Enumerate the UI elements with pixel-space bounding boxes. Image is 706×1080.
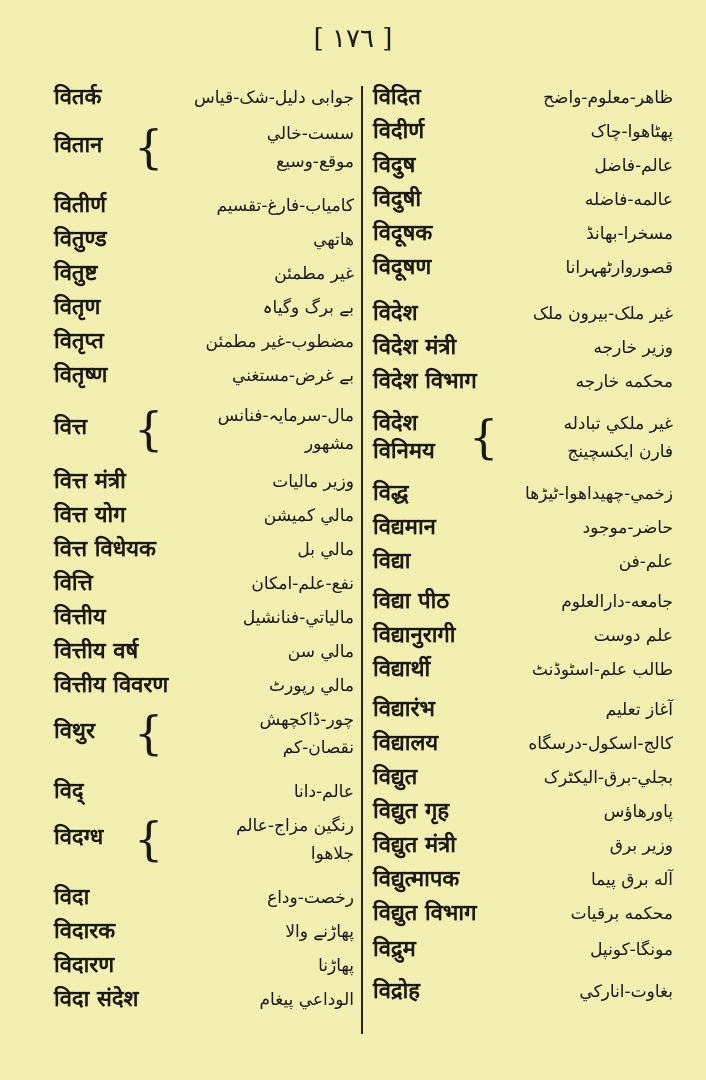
urdu-meaning: مضطوب-غیر مطمئن [205, 332, 354, 352]
urdu-meaning: مالي بل [297, 540, 354, 560]
headword: वितान [54, 133, 103, 158]
headword: विद्युत गृह [373, 799, 450, 824]
urdu-meaning: بے غرض-مستغني [232, 366, 354, 386]
headword: वित्त मंत्री [54, 469, 126, 494]
headword: वित्तीय वर्ष [54, 639, 139, 664]
headword: वित्तीय विवरण [54, 673, 169, 698]
urdu-meaning: وزیر مالیات [272, 472, 354, 492]
urdu-meaning: مالي رپورٹ [269, 676, 354, 696]
urdu-meaning: چور-ڈاکچهش [259, 710, 354, 730]
column-divider [361, 86, 363, 1034]
headword: विद्यार्थी [373, 657, 431, 682]
headword: विद्यानुरागी [373, 623, 456, 648]
headword: विथुर [54, 719, 95, 744]
headword: विद्यालय [373, 731, 439, 756]
urdu-meaning: غیر مطمئن [274, 264, 354, 284]
urdu-meaning: مشهور [304, 434, 354, 454]
headword: विद्रोह [373, 979, 420, 1004]
headword: विदेश [373, 411, 418, 436]
urdu-meaning: سست-خالي [266, 124, 354, 144]
headword: विदूषण [373, 255, 432, 280]
headword: वित्त [54, 415, 88, 440]
urdu-meaning: پهاڑنا [318, 956, 354, 976]
headword: विदा संदेश [54, 987, 139, 1012]
headword: विद्युत विभाग [373, 901, 477, 926]
headword: विदित [373, 85, 421, 110]
headword: विदा [54, 885, 90, 910]
page-number: [ ١٧٦ ] [313, 24, 393, 54]
headword: वितृप्त [54, 329, 104, 354]
brace-mark: { [134, 812, 164, 866]
urdu-meaning: حاضر-موجود [582, 518, 673, 538]
urdu-meaning: بغاوت-انارکي [579, 982, 673, 1002]
headword: विद्यमान [373, 515, 436, 540]
headword: विद्या पीठ [373, 589, 450, 614]
urdu-meaning: محکمه برقیات [570, 904, 673, 924]
urdu-meaning: عالمه-فاضله [584, 190, 673, 210]
headword: वित्त योग [54, 503, 126, 528]
brace-mark: { [469, 410, 499, 464]
urdu-meaning: علم دوست [593, 626, 673, 646]
urdu-meaning: جوابی دلیل-شک-قیاس [194, 88, 354, 108]
urdu-meaning: زخمي-چهیداهوا-ٹیڑها [525, 484, 673, 504]
headword: वित्तीय [54, 605, 106, 630]
headword: विदेश विभाग [373, 369, 477, 394]
headword: विद्युत [373, 765, 418, 790]
headword: वितर्क [54, 85, 102, 110]
headword: विदुषी [373, 187, 422, 212]
urdu-meaning: رخصت-وداع [267, 888, 354, 908]
urdu-meaning: وزیر برق [609, 836, 673, 856]
urdu-meaning: محکمه خارجه [575, 372, 673, 392]
urdu-meaning: کامیاب-فارغ-تقسیم [216, 196, 354, 216]
urdu-meaning: علم-فن [618, 552, 673, 572]
headword: विदीर्ण [373, 119, 425, 144]
urdu-meaning: پاورهاؤس [603, 802, 673, 822]
headword: विदारक [54, 919, 116, 944]
urdu-meaning: رنگین مزاج-عالم [236, 816, 354, 836]
urdu-meaning: غیر ملکي تبادله [563, 414, 673, 434]
urdu-meaning: ظاهر-معلوم-واضح [543, 88, 673, 108]
headword-continuation: विनिमय [373, 439, 435, 464]
headword: विद्युत मंत्री [373, 833, 456, 858]
headword: विदारण [54, 953, 115, 978]
headword: विद्यारंभ [373, 697, 435, 722]
headword: विद्रुम [373, 937, 416, 962]
urdu-meaning: مونگا-کونپل [590, 940, 673, 960]
urdu-meaning: غیر ملک-بیرون ملک [532, 304, 673, 324]
urdu-meaning: مالي کمیشن [263, 506, 354, 526]
urdu-meaning: عالم-دانا [293, 782, 354, 802]
urdu-meaning: عالم-فاضل [594, 156, 673, 176]
headword: वित्त विधेयक [54, 537, 156, 562]
brace-mark: { [134, 706, 164, 760]
headword: विदूषक [373, 221, 433, 246]
urdu-meaning: مالیاتي-فنانشیل [242, 608, 354, 628]
urdu-meaning: جامعه-دارالعلوم [561, 592, 673, 612]
headword: विद्या [373, 549, 411, 574]
brace-mark: { [134, 402, 164, 456]
urdu-meaning: بجلي-برق-الیکٹرک [543, 768, 673, 788]
urdu-meaning: مسخرا-بهانڈ [586, 224, 673, 244]
urdu-meaning: جلاهوا [310, 844, 354, 864]
headword: विदग्ध [54, 825, 104, 850]
headword: वितीर्ण [54, 193, 107, 218]
headword: विदेश [373, 301, 418, 326]
urdu-meaning: آغاز تعلیم [605, 700, 673, 720]
urdu-meaning: پهاڑنے والا [285, 922, 354, 942]
headword: वित्ति [54, 571, 93, 596]
urdu-meaning: نقصان-کم [282, 738, 354, 758]
urdu-meaning: مال-سرمایہ-فنانس [217, 406, 354, 426]
urdu-meaning: هاتهي [313, 230, 354, 250]
urdu-meaning: موقع-وسیع [276, 152, 354, 172]
urdu-meaning: نفع-علم-امکان [251, 574, 354, 594]
brace-mark: { [134, 120, 164, 174]
headword: विद्ध [373, 481, 409, 506]
urdu-meaning: آله برق پیما [591, 870, 673, 890]
headword: विद्युत्मापक [373, 867, 460, 892]
headword: विदेश मंत्री [373, 335, 457, 360]
urdu-meaning: طالب علم-اسٹوڈنٹ [531, 660, 673, 680]
urdu-meaning: بے برگ وگیاہ [262, 298, 354, 318]
urdu-meaning: فارن ایکسچینج [567, 442, 673, 462]
headword: वितुण्ड [54, 227, 107, 252]
urdu-meaning: الوداعي پیغام [259, 990, 354, 1010]
urdu-meaning: قصوروارٹهہرانا [565, 258, 673, 278]
headword: वितृण [54, 295, 101, 320]
headword: विद् [54, 779, 84, 804]
headword: विदुष [373, 153, 416, 178]
urdu-meaning: پهٹاهوا-چاک [590, 122, 673, 142]
urdu-meaning: مالي سن [287, 642, 354, 662]
headword: वितुष्ट [54, 261, 98, 286]
urdu-meaning: وزیر خارجه [593, 338, 673, 358]
urdu-meaning: کالج-اسکول-درسگاه [528, 734, 673, 754]
headword: वितृष्ण [54, 363, 108, 388]
